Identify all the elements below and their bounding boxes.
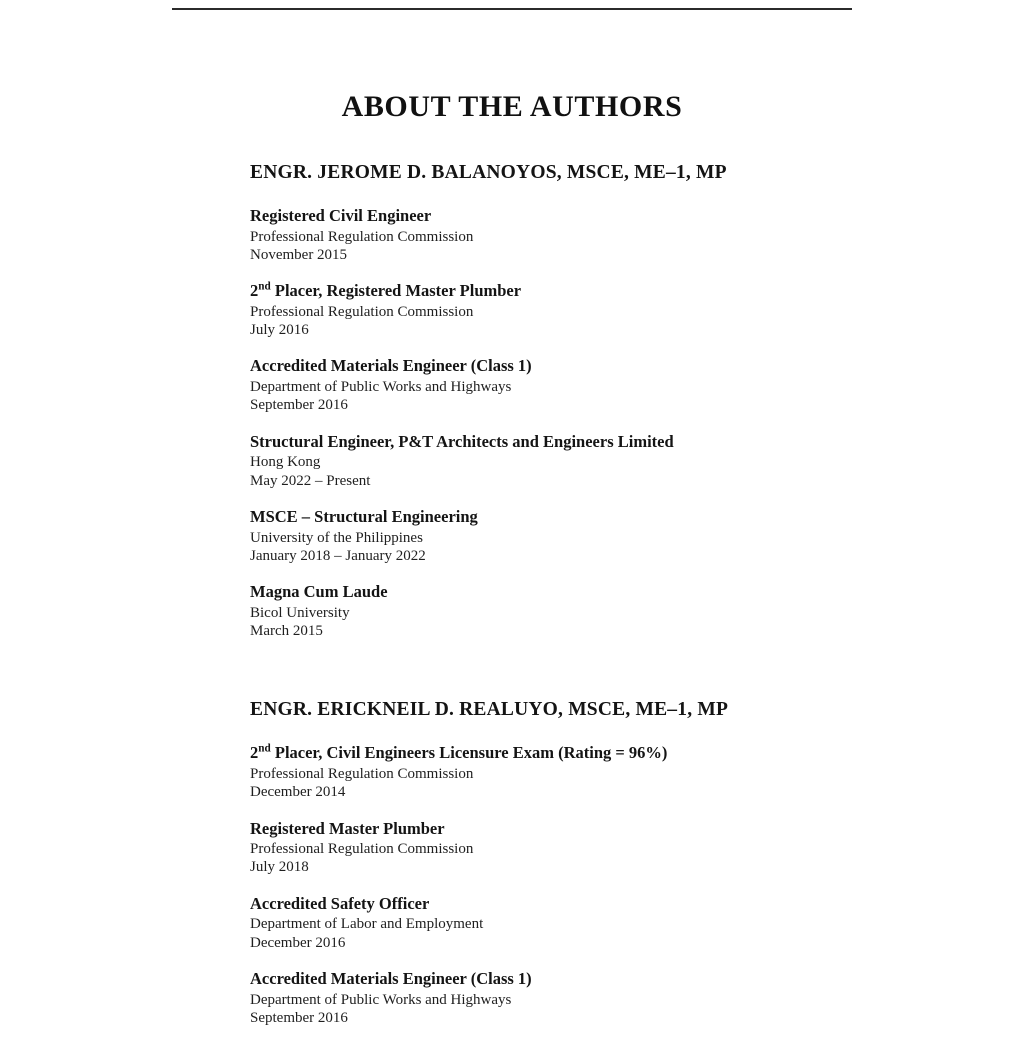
author-section-2 (0, 699, 1024, 1027)
credential-entry (250, 894, 904, 952)
credential-date: September 2016 (250, 1009, 348, 1026)
credential-organization: Professional Regulation Commission (250, 765, 474, 782)
credential-title (250, 281, 904, 302)
section-spacer (0, 657, 1024, 699)
author-name: ENGR. ERICKNEIL D. REALUYO, MSCE, ME–1, MP (250, 699, 729, 721)
credential-date: July 2018 (250, 859, 309, 876)
credential-title-superscript: nd (258, 280, 271, 293)
credential-date: July 2016 (250, 322, 309, 339)
credential-title: Accredited Safety Officer (250, 893, 430, 913)
credential-entry (250, 819, 904, 877)
credential-organization: Professional Regulation Commission (250, 228, 474, 245)
credential-title-prefix: 2 (250, 743, 259, 763)
credential-entry (250, 582, 904, 640)
credential-date: March 2015 (250, 623, 323, 640)
credential-title: Registered Civil Engineer (250, 206, 432, 225)
author-name: ENGR. JEROME D. BALANOYOS, MSCE, ME–1, MP (250, 162, 727, 183)
document-content (0, 90, 1024, 1044)
credential-date: November 2015 (250, 246, 348, 263)
page-title: ABOUT THE AUTHORS (341, 90, 683, 123)
credential-organization: Department of Labor and Employment (250, 916, 484, 933)
credential-entry (250, 356, 904, 414)
credential-title: MSCE – Structural Engineering (250, 506, 478, 526)
credential-entry (250, 507, 904, 565)
credential-title: Accredited Materials Engineer (Class 1) (250, 356, 532, 376)
credential-organization: University of the Philippines (250, 529, 423, 546)
credential-organization: Hong Kong (250, 454, 321, 471)
author-section-1 (0, 162, 1024, 640)
credential-date: December 2016 (250, 934, 346, 951)
credential-organization: Department of Public Works and Highways (250, 991, 512, 1008)
credential-title-superscript: nd (258, 742, 271, 755)
credential-entry (250, 281, 904, 339)
credential-title: Structural Engineer, P&T Architects and Engineers Limited (250, 431, 674, 451)
credential-title (250, 743, 904, 764)
credential-date: January 2018 – January 2022 (250, 547, 426, 564)
credential-date: September 2016 (250, 397, 348, 414)
credential-title-suffix: Placer, Civil Engineers Licensure Exam (Rating = 96%) (270, 743, 668, 763)
credential-title: Accredited Materials Engineer (Class 1) (250, 968, 532, 988)
header-rule (172, 8, 852, 10)
credential-title-prefix: 2 (250, 281, 259, 301)
credential-organization: Bicol University (250, 604, 350, 621)
credential-organization: Professional Regulation Commission (250, 303, 474, 320)
credential-title-suffix: Placer, Registered Master Plumber (270, 281, 522, 301)
credential-organization: Professional Regulation Commission (250, 841, 474, 858)
credential-entry (250, 969, 904, 1027)
credential-date: May 2022 – Present (250, 472, 371, 489)
credential-entry (250, 743, 904, 801)
credential-title: Registered Master Plumber (250, 818, 445, 838)
credential-entry (250, 206, 904, 264)
credential-title: Magna Cum Laude (250, 582, 388, 602)
credential-entry (250, 432, 904, 490)
credential-organization: Department of Public Works and Highways (250, 379, 512, 396)
credential-date: December 2014 (250, 784, 346, 801)
